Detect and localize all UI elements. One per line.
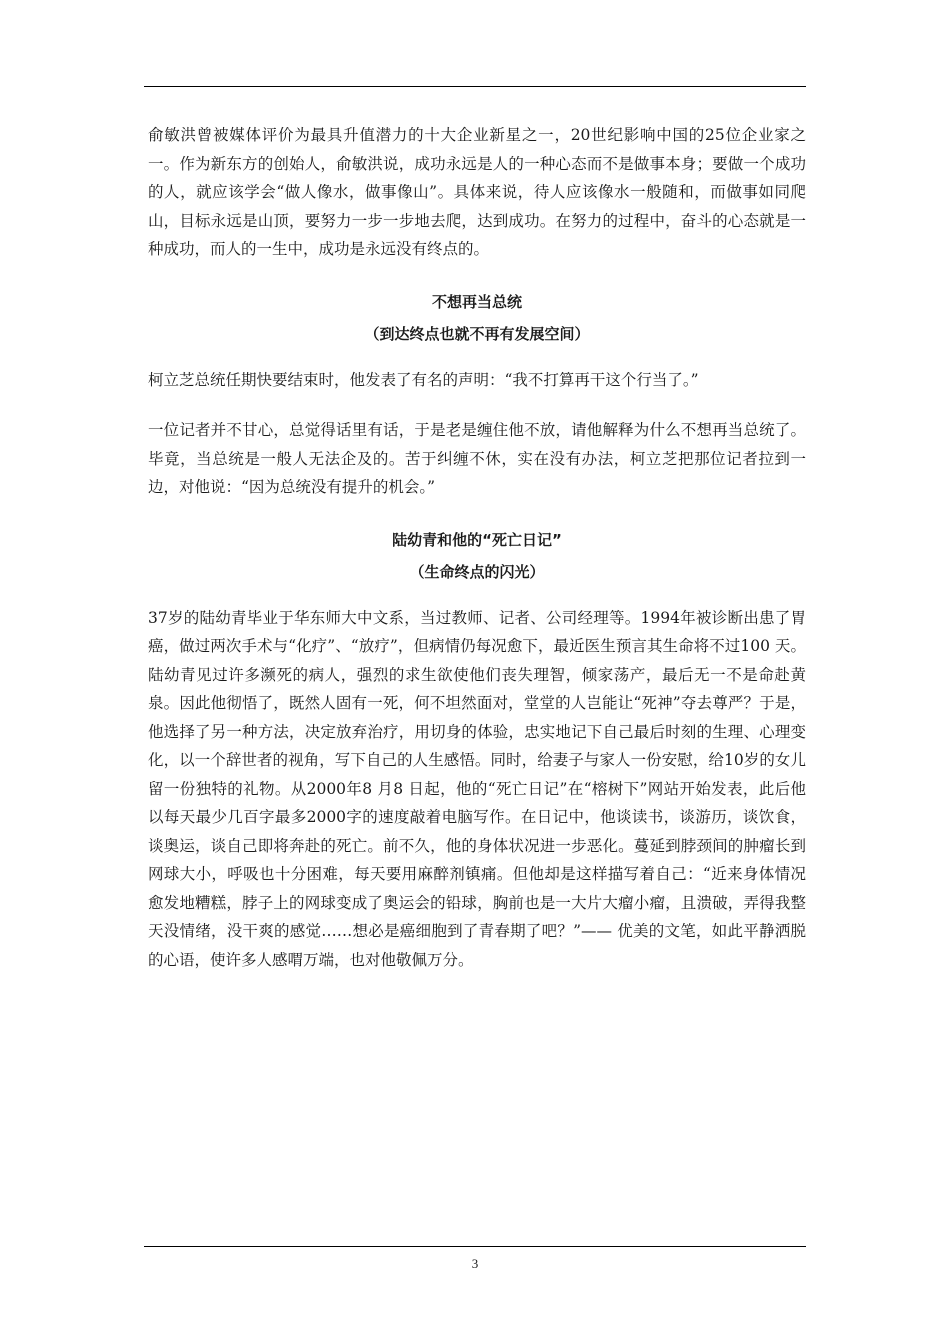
footer-rule [144,1246,806,1247]
document-body [148,121,806,974]
section-heading-lu-youqing: 陆幼青和他的“死亡日记” [392,530,562,549]
paragraph-yu-minhong: 俞敏洪曾被媒体评价为最具升值潜力的十大企业新星之一，20世纪影响中国的25位企业家之一。作为新东方的创始人，俞敏洪说，成功永远是人的一种心态而不是做事本身；要做一个成功的人，就应该学会“做人像水，做事像山”。具体来说，待人应该像水一般随和，而做事如同爬山，目标永远是山顶，要努力一步一步地去爬，达到成功。在努力的过程中，奋斗的心态就是一种成功，而人的一生中，成功是永远没有终点的。 [148,126,806,258]
paragraph-coolidge-reporter: 一位记者并不甘心，总觉得话里有话，于是老是缠住他不放，请他解释为什么不想再当总统了。毕竟，当总统是一般人无法企及的。苦于纠缠不休，实在没有办法，柯立芝把那位记者拉到一边，对他说：“因为总统没有提升的机会。” [148,421,806,496]
paragraph-lu-youqing: 37岁的陆幼青毕业于华东师大中文系，当过教师、记者、公司经理等。1994年被诊断出患了胃癌，做过两次手术与“化疗”、“放疗”，但病情仍每况愈下，最近医生预言其生命将不过100 天。陆幼青见过许多濒死的病人，强烈的求生欲使他们丧失理智，倾家荡产，最后无一不是命赴黄泉。因此他彻悟了，既然人固有一死，何不坦然面对，堂堂的人岂能让“死神”夺去尊严？于是，他选择了另一种方法，决定放弃治疗，用切身的体验，忠实地记下自己最后时刻的生理、心理变化，以一个辞世者的视角，写下自己的人生感悟。同时，给妻子与家人一份安慰，给10岁的女儿留一份独特的礼物。从2000年8 月8 日起，他的“死亡日记”在“榕树下”网站开始发表，此后他以每天最少几百字最多2000字的速度敲着电脑写作。在日记中，他谈读书，谈游历，谈饮食，谈奥运，谈自己即将奔赴的死亡。前不久，他的身体状况进一步恶化。蔓延到脖颈间的肿瘤长到网球大小，呼吸也十分困难，每天要用麻醉剂镇痛。但他却是这样描写着自己：“近来身体情况愈发地糟糕，脖子上的网球变成了奥运会的铅球，胸前也是一大片大瘤小瘤，且溃破，弄得我整天没情绪，没干爽的感觉……想必是癌细胞到了青春期了吧？”—— 优美的文笔，如此平静洒脱的心语，使许多人感喟万端，也对他敬佩万分。 [148,608,806,969]
section-subheading-coolidge: （到达终点也就不再有发展空间） [364,324,590,343]
page-number: 3 [471,1256,479,1271]
section-heading-coolidge: 不想再当总统 [431,292,522,311]
header-rule [144,86,806,87]
section-subheading-lu-youqing: （生命终点的闪光） [409,562,545,581]
paragraph-coolidge-statement: 柯立芝总统任期快要结束时，他发表了有名的声明：“我不打算再干这个行当了。” [148,370,699,389]
